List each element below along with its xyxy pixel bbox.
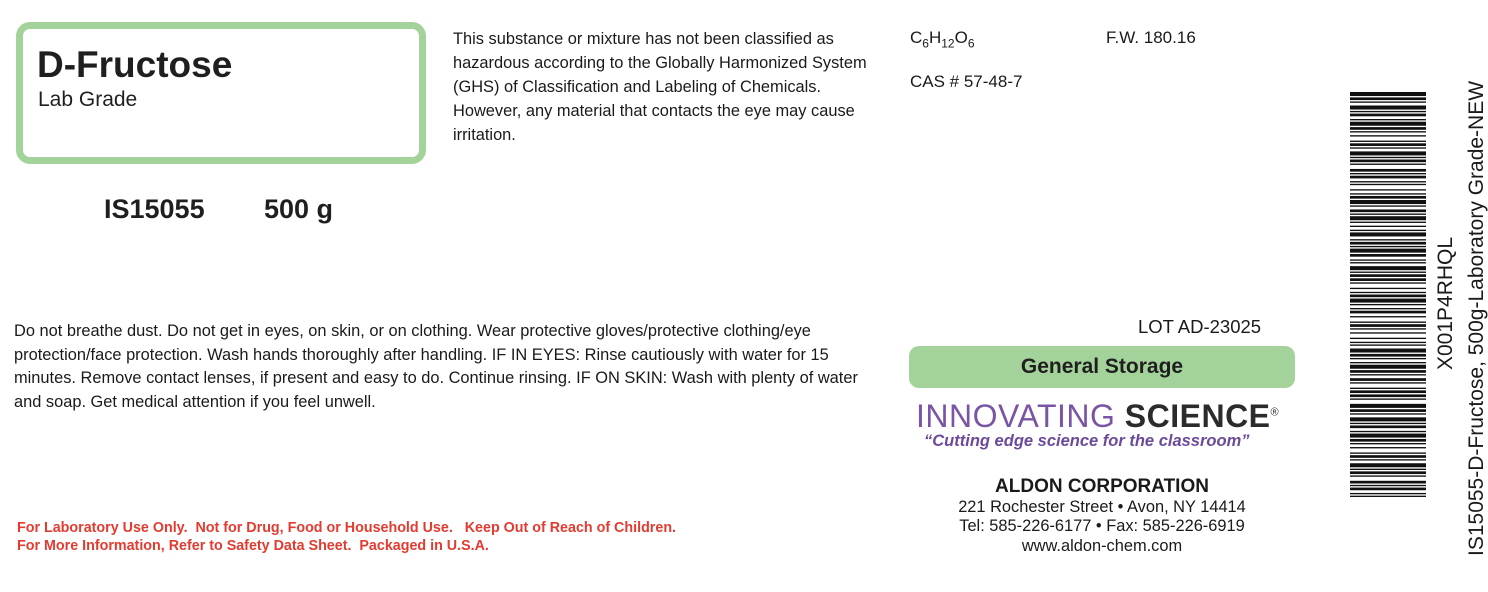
- barcode-description: IS15055-D-Fructose, 500g-Laboratory Grade-NEW: [1465, 80, 1488, 556]
- barcode-bar: [1350, 394, 1426, 397]
- barcode-bar: [1350, 488, 1426, 491]
- barcode-bar: [1350, 332, 1426, 333]
- barcode-bar: [1350, 151, 1426, 155]
- barcode-bar: [1350, 254, 1426, 257]
- barcode-bar: [1350, 308, 1426, 309]
- barcode-bar: [1350, 459, 1426, 460]
- barcode-bar: [1350, 122, 1426, 126]
- barcode-bar: [1350, 214, 1426, 215]
- barcode-bar: [1350, 200, 1426, 204]
- barcode-bar: [1350, 157, 1426, 158]
- barcode-bar: [1350, 354, 1426, 357]
- chemical-formula: $C_6H_{12}O_6$: [910, 28, 975, 51]
- barcode-bar: [1350, 295, 1426, 298]
- barcode-bar: [1350, 143, 1426, 146]
- barcode-bar: [1350, 205, 1426, 206]
- barcode-bar: [1350, 417, 1426, 421]
- barcode-bar: [1350, 288, 1426, 289]
- barcode-bar: [1350, 471, 1426, 474]
- barcode-bar: [1350, 230, 1426, 231]
- package-size: 500 g: [264, 194, 334, 224]
- barcode-bar: [1350, 324, 1426, 327]
- barcode-bar: [1350, 328, 1426, 329]
- barcode-bar: [1350, 216, 1426, 220]
- barcode-bar: [1350, 447, 1426, 448]
- barcode-bar: [1350, 463, 1426, 467]
- barcode-bar: [1350, 209, 1426, 212]
- barcode-bar: [1350, 160, 1426, 163]
- barcode-bar: [1350, 239, 1426, 240]
- barcode-bar: [1350, 278, 1426, 281]
- barcode-bar: [1350, 282, 1426, 283]
- product-name: D-Fructose: [37, 44, 233, 85]
- barcode-bar: [1350, 439, 1426, 442]
- barcode: [1350, 92, 1426, 500]
- barcode-bar: [1350, 169, 1426, 172]
- barcode-bar: [1350, 365, 1426, 369]
- company-address: 221 Rochester Street • Avon, NY 14414: [958, 498, 1246, 516]
- barcode-bar: [1350, 455, 1426, 458]
- barcode-bar: [1350, 443, 1426, 444]
- barcode-bar: [1350, 262, 1426, 263]
- barcode-bar: [1350, 481, 1426, 484]
- barcode-bar: [1350, 390, 1426, 393]
- barcode-bar: [1350, 272, 1426, 273]
- barcode-bar: [1350, 496, 1426, 497]
- warning-line-1: For Laboratory Use Only. Not for Drug, Food or Household Use. Keep Out of Reach of Children.: [17, 520, 677, 536]
- barcode-bar: [1350, 425, 1426, 428]
- barcode-bar: [1350, 434, 1426, 438]
- barcode-bar: [1350, 189, 1426, 190]
- barcode-bar: [1350, 431, 1426, 432]
- barcode-bar: [1350, 141, 1426, 142]
- barcode-bar: [1350, 398, 1426, 399]
- barcode-bar: [1350, 196, 1426, 199]
- barcode-bar: [1350, 193, 1426, 194]
- barcode-bar: [1350, 316, 1426, 317]
- barcode-bar: [1350, 176, 1426, 179]
- barcode-bar: [1350, 344, 1426, 345]
- barcode-bar: [1350, 452, 1426, 453]
- barcode-bar: [1350, 242, 1426, 245]
- barcode-bar: [1350, 119, 1426, 120]
- barcode-bar: [1350, 388, 1426, 389]
- barcode-bar: [1350, 322, 1426, 323]
- barcode-bar: [1350, 409, 1426, 412]
- warning-line-2: For More Information, Refer to Safety Data Sheet. Packaged in U.S.A.: [17, 538, 489, 554]
- barcode-bar: [1350, 469, 1426, 470]
- barcode-bar: [1350, 181, 1426, 182]
- barcode-bar: [1350, 362, 1426, 363]
- barcode-bar: [1350, 423, 1426, 424]
- barcode-bar: [1350, 131, 1426, 132]
- barcode-bar: [1350, 338, 1426, 339]
- barcode-bar: [1350, 184, 1426, 185]
- barcode-bar: [1350, 493, 1426, 494]
- barcode-bar: [1350, 222, 1426, 223]
- brand-logo-part1: INNOVATING: [916, 398, 1116, 434]
- barcode-bar: [1350, 266, 1426, 270]
- barcode-bar: [1350, 370, 1426, 373]
- company-phone-fax: Tel: 585-226-6177 • Fax: 585-226-6919: [959, 517, 1245, 535]
- precautionary-statements: Do not breathe dust. Do not get in eyes, on skin, or on clothing. Wear protective gloves/protective clothing/eye protection/face protection. Wash hands thoroughly after handling. IF IN EYES: Rinse cautiously with water for 15 minutes. Remove contact lenses, if present and easy to do. Continue rinsing. IF ON SKIN: Wash with plenty of water and soap. Get medical attention if you feel unwell.: [14, 322, 858, 411]
- ghs-statement: This substance or mixture has not been classified as hazardous according to the Globally Harmonized System (GHS) of Classification and Labeling of Chemicals. However, any material that contacts the eye may cause irritation.: [453, 30, 867, 144]
- barcode-bar: [1350, 311, 1426, 314]
- barcode-bar: [1350, 358, 1426, 359]
- formula-weight: F.W. 180.16: [1106, 28, 1196, 47]
- product-title-box: [16, 22, 426, 164]
- barcode-bar: [1350, 232, 1426, 236]
- barcode-bar: [1350, 147, 1426, 148]
- registered-mark: ®: [1270, 406, 1280, 419]
- barcode-bar: [1350, 135, 1426, 136]
- barcode-bar: [1350, 382, 1426, 383]
- brand-tagline: “Cutting edge science for the classroom”: [924, 432, 1250, 450]
- catalog-number: IS15055: [104, 194, 205, 224]
- barcode-bar: [1350, 127, 1426, 130]
- cas-number: CAS # 57-48-7: [910, 72, 1023, 91]
- barcode-bar: [1350, 413, 1426, 414]
- barcode-bar: [1350, 378, 1426, 381]
- company-website: www.aldon-chem.com: [1021, 537, 1183, 555]
- barcode-bar: [1350, 274, 1426, 277]
- lot-number: LOT AD-23025: [1138, 316, 1262, 337]
- barcode-bar: [1350, 173, 1426, 174]
- barcode-bar: [1350, 475, 1426, 476]
- barcode-bar: [1350, 485, 1426, 486]
- barcode-bar: [1350, 111, 1426, 112]
- barcode-bar: [1350, 342, 1426, 343]
- storage-badge: General Storage: [909, 346, 1295, 388]
- barcode-bar: [1350, 97, 1426, 100]
- brand-logo: [916, 398, 1279, 435]
- barcode-code: X001P4RHQL: [1434, 236, 1457, 370]
- barcode-bar: [1350, 292, 1426, 293]
- barcode-bar: [1350, 299, 1426, 303]
- barcode-bar: [1350, 304, 1426, 305]
- barcode-bar: [1350, 226, 1426, 227]
- barcode-bar: [1350, 249, 1426, 253]
- barcode-bar: [1350, 404, 1426, 408]
- barcode-bar: [1350, 164, 1426, 165]
- product-grade: Lab Grade: [38, 88, 138, 111]
- company-name: ALDON CORPORATION: [995, 476, 1209, 497]
- barcode-bar: [1350, 259, 1426, 260]
- brand-logo-part2: SCIENCE: [1124, 398, 1271, 434]
- barcode-bar: [1350, 101, 1426, 102]
- barcode-bar: [1350, 349, 1426, 353]
- barcode-bar: [1350, 106, 1426, 110]
- barcode-bar: [1350, 246, 1426, 247]
- barcode-bar: [1350, 374, 1426, 375]
- barcode-bar: [1350, 92, 1426, 96]
- barcode-bar: [1350, 114, 1426, 117]
